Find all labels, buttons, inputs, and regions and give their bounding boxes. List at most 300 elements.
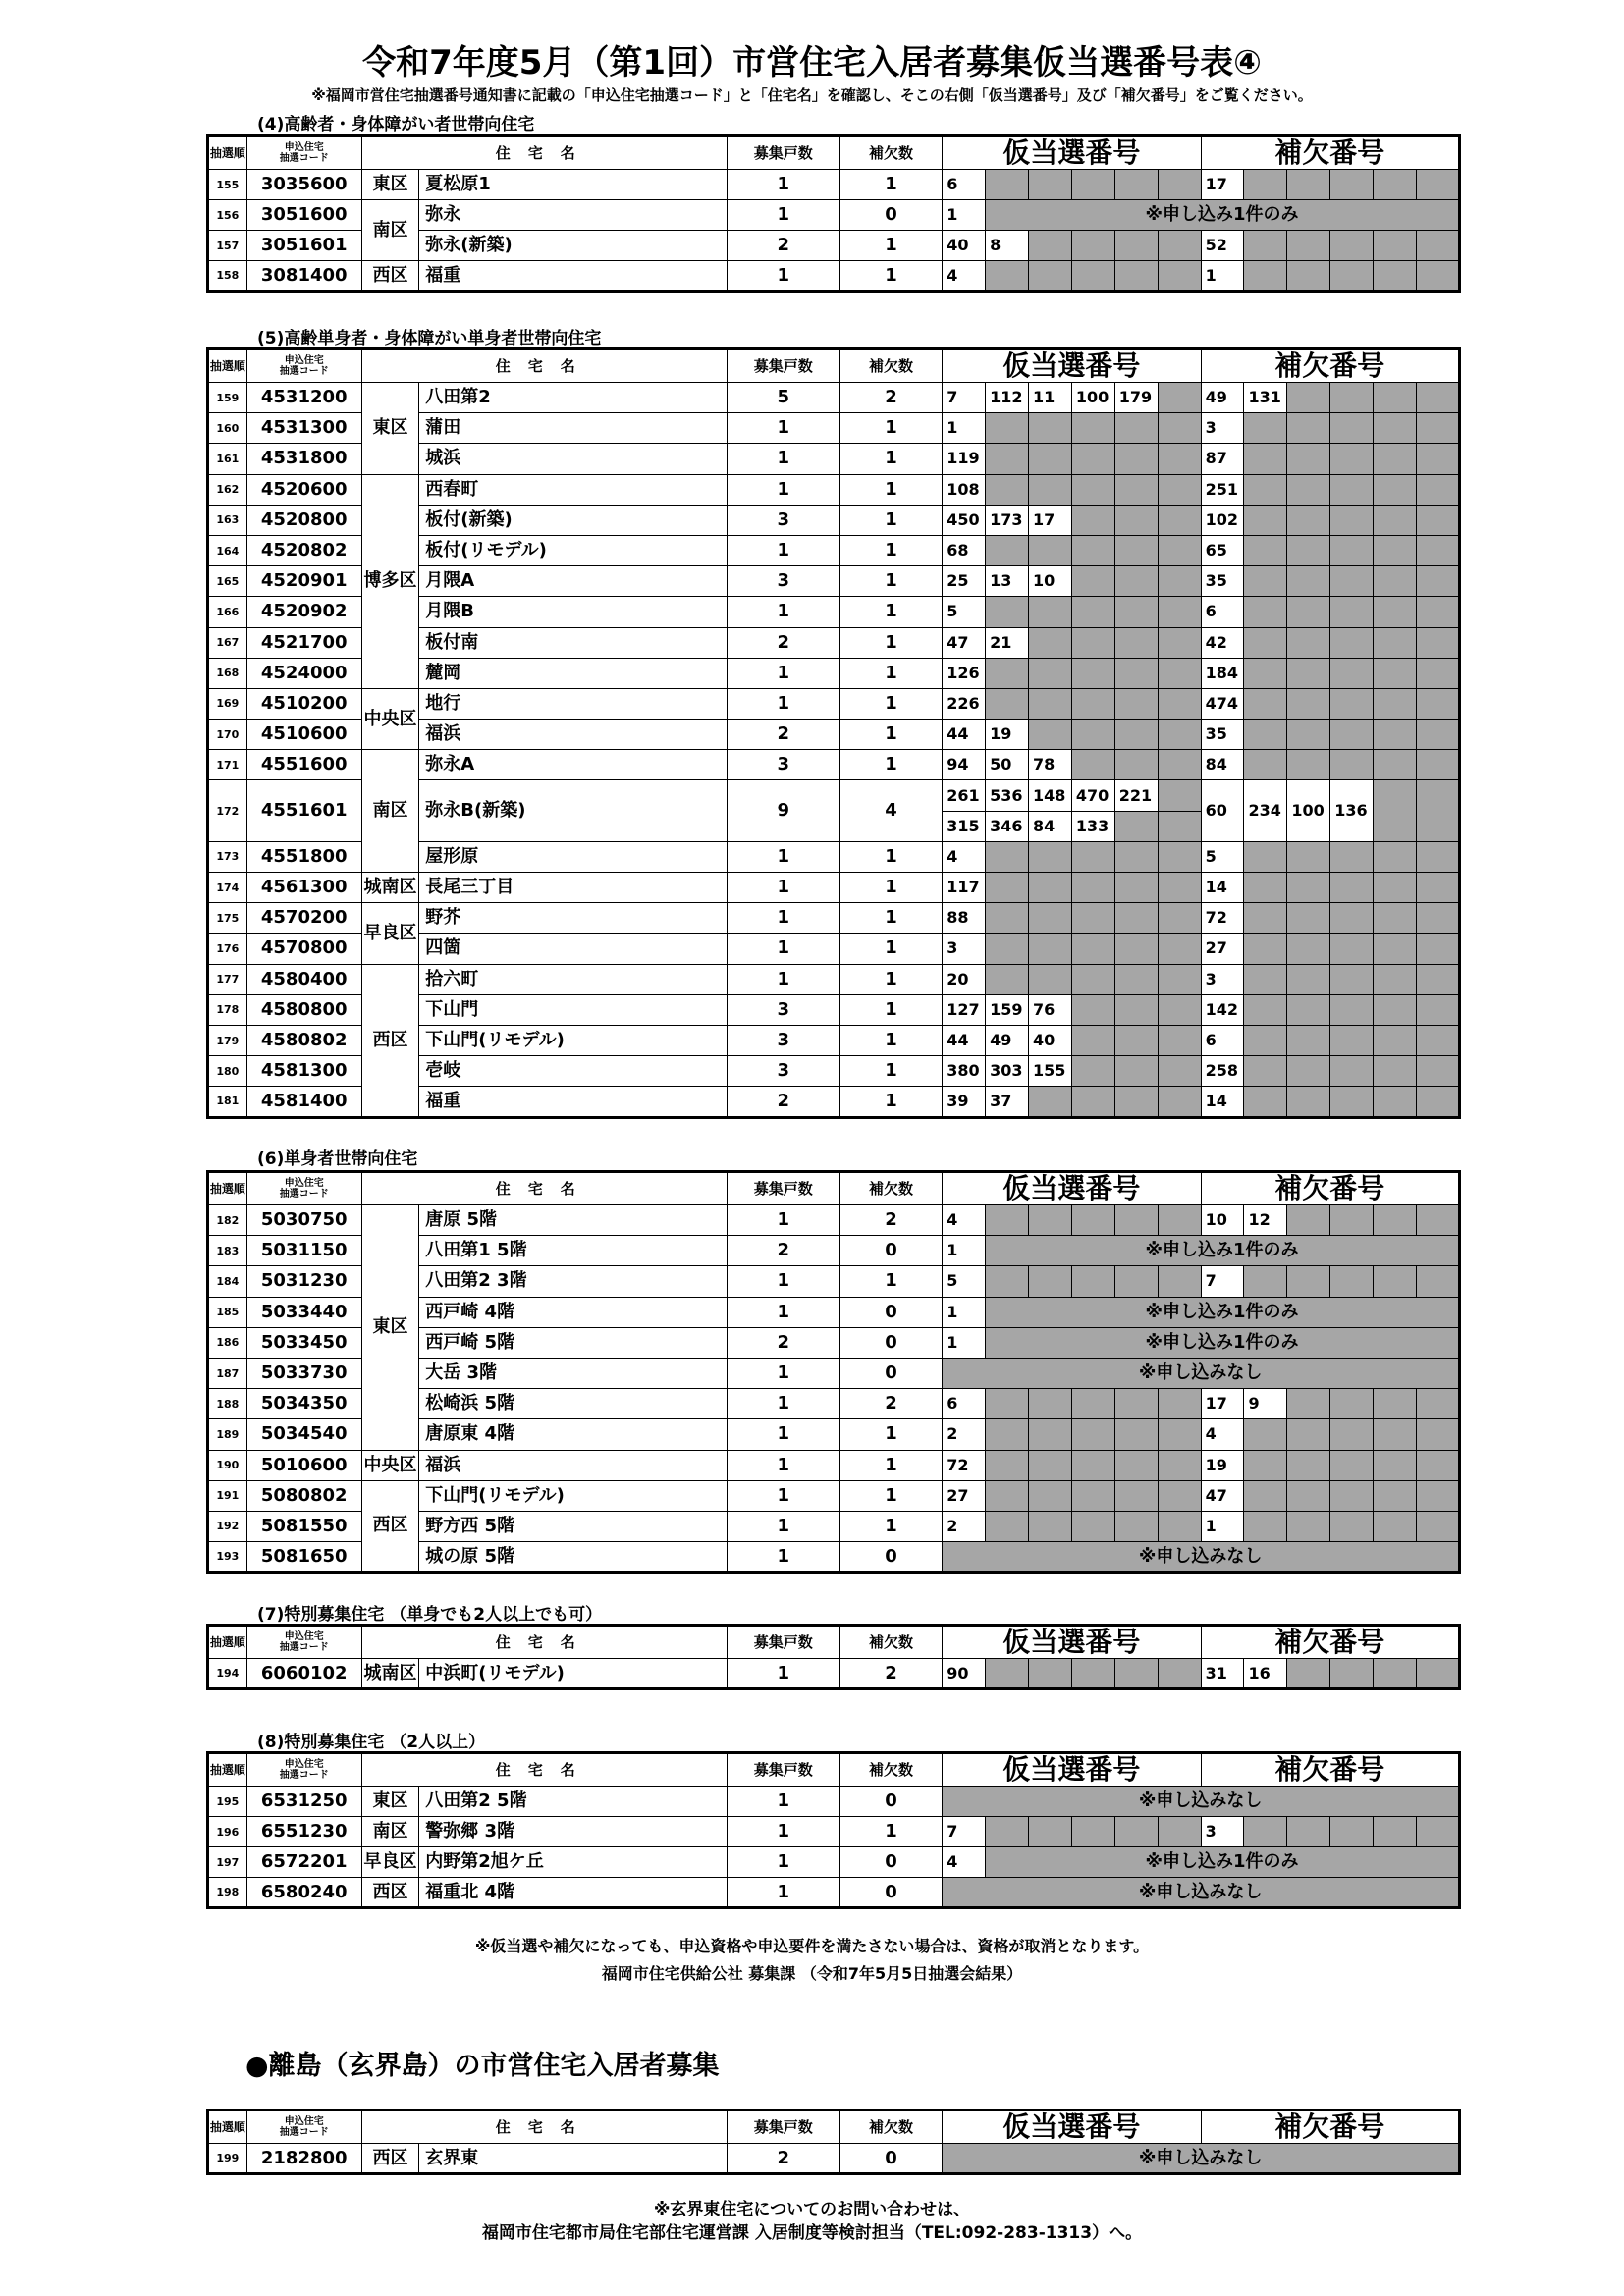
empty-cell: [1374, 780, 1417, 841]
lottery-code-cell: 4524000: [246, 658, 361, 688]
backup-number: 142: [1201, 994, 1244, 1025]
housing-name-cell: 板付(リモデル): [419, 535, 728, 565]
draw-order-cell: 197: [208, 1847, 247, 1878]
lottery-code-cell: 5080802: [246, 1480, 361, 1511]
lottery-code-cell: 4570800: [246, 934, 361, 964]
empty-cell: [1244, 597, 1287, 627]
substitutes-cell: 0: [839, 1297, 943, 1327]
housing-name-cell: 警弥郷 3階: [419, 1817, 728, 1847]
units-cell: 1: [727, 1787, 839, 1817]
empty-cell: [1071, 627, 1114, 658]
empty-cell: [1114, 750, 1158, 780]
header-housing-name: 住宅名: [361, 349, 727, 383]
substitutes-cell: 1: [839, 597, 943, 627]
empty-cell: [986, 1419, 1029, 1450]
empty-cell: [1114, 444, 1158, 474]
empty-cell: [1330, 1389, 1374, 1419]
empty-cell: [986, 1205, 1029, 1236]
units-cell: 1: [727, 170, 839, 200]
housing-name-cell: 八田第2 5階: [419, 1787, 728, 1817]
no-applicants-note: ※申し込みなし: [943, 1358, 1460, 1388]
empty-cell: [1417, 627, 1460, 658]
empty-cell: [1374, 903, 1417, 934]
empty-cell: [1114, 688, 1158, 719]
tentative-number: 7: [943, 383, 986, 413]
table-row: [208, 1480, 1460, 1511]
disqualification-note: ※仮当選や補欠になっても、申込資格や申込要件を満たさない場合は、資格が取消となります。: [474, 1937, 1150, 1955]
draw-order-cell: 183: [208, 1236, 247, 1266]
ward-cell: 城南区: [361, 873, 419, 903]
units-cell: 1: [727, 597, 839, 627]
lottery-code-cell: 6531250: [246, 1787, 361, 1817]
lottery-code-cell: 5010600: [246, 1450, 361, 1480]
empty-cell: [1158, 170, 1201, 200]
housing-name-cell: 福浜: [419, 1450, 728, 1480]
empty-cell: [1158, 1205, 1201, 1236]
housing-name-cell: 西春町: [419, 474, 728, 505]
empty-cell: [1244, 688, 1287, 719]
empty-cell: [1114, 1817, 1158, 1847]
ward-cell: 中央区: [361, 688, 419, 749]
draw-order-cell: 190: [208, 1450, 247, 1480]
header-units: 募集戸数: [727, 2110, 839, 2144]
header-code: 申込住宅 抽選コード: [246, 1626, 361, 1659]
header-substitutes: 補欠数: [839, 136, 943, 170]
empty-cell: [1417, 413, 1460, 444]
instruction-note: ※福岡市営住宅抽選番号通知書に記載の「申込住宅抽選コード」と「住宅名」を確認し、そこの右側「仮当選番号」及び「補欠番号」をご覧ください。: [311, 86, 1313, 104]
header-backup-numbers: 補欠番号: [1201, 349, 1459, 383]
ward-cell: 西区: [361, 1878, 419, 1908]
substitutes-cell: 0: [839, 1236, 943, 1266]
empty-cell: [1114, 505, 1158, 535]
no-applicants-note: ※申し込みなし: [943, 1542, 1460, 1573]
empty-cell: [1114, 964, 1158, 994]
empty-cell: [986, 597, 1029, 627]
table-row: [208, 474, 1460, 505]
empty-cell: [1244, 170, 1287, 200]
lottery-code-cell: 3035600: [246, 170, 361, 200]
backup-number: 3: [1201, 964, 1244, 994]
empty-cell: [1158, 627, 1201, 658]
backup-number: 35: [1201, 566, 1244, 597]
empty-cell: [1374, 1205, 1417, 1236]
units-cell: 2: [727, 720, 839, 750]
housing-name-cell: 野芥: [419, 903, 728, 934]
table-row: [208, 170, 1460, 200]
empty-cell: [1071, 964, 1114, 994]
empty-cell: [1374, 688, 1417, 719]
backup-number: 42: [1201, 627, 1244, 658]
substitutes-cell: 1: [839, 841, 943, 872]
tentative-number: 8: [986, 231, 1029, 261]
table-row: [208, 1787, 1460, 1817]
backup-number: 6: [1201, 1025, 1244, 1055]
header-draw-order: 抽選順: [208, 1172, 247, 1205]
ward-cell: 南区: [361, 200, 419, 261]
units-cell: 2: [727, 231, 839, 261]
housing-name-cell: 城浜: [419, 444, 728, 474]
empty-cell: [1029, 1817, 1072, 1847]
empty-cell: [1244, 261, 1287, 292]
empty-cell: [1374, 383, 1417, 413]
tentative-number: 84: [1029, 811, 1072, 841]
header-housing-name: 住宅名: [361, 1753, 727, 1787]
substitutes-cell: 1: [839, 903, 943, 934]
empty-cell: [1287, 566, 1330, 597]
units-cell: 2: [727, 2144, 839, 2174]
draw-order-cell: 163: [208, 505, 247, 535]
empty-cell: [1287, 597, 1330, 627]
substitutes-cell: 1: [839, 964, 943, 994]
empty-cell: [1374, 1087, 1417, 1117]
empty-cell: [1158, 903, 1201, 934]
tentative-number: 5: [943, 1266, 986, 1297]
tentative-number: 20: [943, 964, 986, 994]
table-row: [208, 903, 1460, 934]
substitutes-cell: 0: [839, 1542, 943, 1573]
empty-cell: [1287, 1205, 1330, 1236]
housing-name-cell: 弥永B(新築): [419, 780, 728, 841]
units-cell: 3: [727, 1025, 839, 1055]
empty-cell: [1071, 597, 1114, 627]
empty-cell: [1374, 261, 1417, 292]
tentative-number: 2: [943, 1419, 986, 1450]
empty-cell: [1244, 505, 1287, 535]
empty-cell: [1330, 1450, 1374, 1480]
draw-order-cell: 165: [208, 566, 247, 597]
empty-cell: [1374, 873, 1417, 903]
housing-name-cell: 地行: [419, 688, 728, 719]
draw-order-cell: 173: [208, 841, 247, 872]
tentative-number: 155: [1029, 1056, 1072, 1087]
empty-cell: [1287, 1659, 1330, 1689]
empty-cell: [1029, 1266, 1072, 1297]
empty-cell: [1114, 1511, 1158, 1541]
tentative-number: 47: [943, 627, 986, 658]
draw-order-cell: 161: [208, 444, 247, 474]
empty-cell: [1417, 566, 1460, 597]
substitutes-cell: 2: [839, 383, 943, 413]
housing-name-cell: 下山門: [419, 994, 728, 1025]
draw-order-cell: 199: [208, 2144, 247, 2174]
lottery-code-cell: 3081400: [246, 261, 361, 292]
empty-cell: [1287, 841, 1330, 872]
empty-cell: [1029, 1659, 1072, 1689]
backup-number: 3: [1201, 413, 1244, 444]
table-row: [208, 873, 1460, 903]
housing-name-cell: 蒲田: [419, 413, 728, 444]
empty-cell: [1244, 413, 1287, 444]
backup-number: 31: [1201, 1659, 1244, 1689]
housing-name-cell: 月隈B: [419, 597, 728, 627]
housing-name-cell: 唐原東 4階: [419, 1419, 728, 1450]
tentative-number: 536: [986, 780, 1029, 811]
backup-number: 9: [1244, 1389, 1287, 1419]
draw-order-cell: 194: [208, 1659, 247, 1689]
substitutes-cell: 1: [839, 535, 943, 565]
substitutes-cell: 1: [839, 720, 943, 750]
tentative-number: 303: [986, 1056, 1029, 1087]
ward-cell: 南区: [361, 1817, 419, 1847]
draw-order-cell: 157: [208, 231, 247, 261]
housing-name-cell: 下山門(リモデル): [419, 1025, 728, 1055]
table-row: [208, 383, 1460, 413]
substitutes-cell: 1: [839, 1450, 943, 1480]
backup-number: 16: [1244, 1659, 1287, 1689]
ward-cell: 中央区: [361, 1450, 419, 1480]
housing-name-cell: 福浜: [419, 720, 728, 750]
tentative-number: 127: [943, 994, 986, 1025]
tentative-number: 50: [986, 750, 1029, 780]
section-caption: (5)高齢単身者・身体障がい単身者世帯向住宅: [257, 329, 602, 348]
empty-cell: [1374, 934, 1417, 964]
lottery-code-cell: 4581400: [246, 1087, 361, 1117]
tentative-number: 2: [943, 1511, 986, 1541]
table-row: [208, 964, 1460, 994]
tentative-number: 78: [1029, 750, 1072, 780]
backup-number: 27: [1201, 934, 1244, 964]
empty-cell: [1158, 1450, 1201, 1480]
lottery-code-cell: 5033730: [246, 1358, 361, 1388]
housing-name-cell: 夏松原1: [419, 170, 728, 200]
empty-cell: [1071, 688, 1114, 719]
empty-cell: [1029, 170, 1072, 200]
empty-cell: [1029, 903, 1072, 934]
lottery-code-cell: 5031150: [246, 1236, 361, 1266]
header-housing-name: 住宅名: [361, 2110, 727, 2144]
empty-cell: [1158, 444, 1201, 474]
lottery-code-cell: 5033440: [246, 1297, 361, 1327]
tentative-number: 49: [986, 1025, 1029, 1055]
empty-cell: [1330, 597, 1374, 627]
lottery-code-cell: 4510600: [246, 720, 361, 750]
empty-cell: [1071, 505, 1114, 535]
empty-cell: [1071, 1266, 1114, 1297]
empty-cell: [1029, 841, 1072, 872]
empty-cell: [1330, 535, 1374, 565]
empty-cell: [1158, 1056, 1201, 1087]
backup-number: 87: [1201, 444, 1244, 474]
empty-cell: [1158, 720, 1201, 750]
backup-number: 3: [1201, 1817, 1244, 1847]
housing-name-cell: 板付南: [419, 627, 728, 658]
section-caption: (4)高齢者・身体障がい者世帯向住宅: [257, 115, 535, 134]
table-row: [208, 2144, 1460, 2174]
empty-cell: [1287, 1389, 1330, 1419]
empty-cell: [986, 934, 1029, 964]
empty-cell: [1114, 1659, 1158, 1689]
empty-cell: [1029, 474, 1072, 505]
empty-cell: [1114, 903, 1158, 934]
backup-number: 84: [1201, 750, 1244, 780]
empty-cell: [1417, 1817, 1460, 1847]
tentative-number: 27: [943, 1480, 986, 1511]
header-backup-numbers: 補欠番号: [1201, 136, 1459, 170]
backup-number: 6: [1201, 597, 1244, 627]
empty-cell: [1029, 964, 1072, 994]
empty-cell: [1330, 903, 1374, 934]
empty-cell: [1071, 1511, 1114, 1541]
empty-cell: [986, 1266, 1029, 1297]
empty-cell: [1374, 505, 1417, 535]
units-cell: 1: [727, 1297, 839, 1327]
backup-number: 234: [1244, 780, 1287, 841]
empty-cell: [1374, 413, 1417, 444]
empty-cell: [1244, 1817, 1287, 1847]
units-cell: 1: [727, 1419, 839, 1450]
lottery-table: [206, 1170, 1461, 1574]
tentative-number: 221: [1114, 780, 1158, 811]
backup-number: 251: [1201, 474, 1244, 505]
housing-name-cell: 西戸崎 5階: [419, 1327, 728, 1358]
empty-cell: [1287, 994, 1330, 1025]
substitutes-cell: 1: [839, 474, 943, 505]
draw-order-cell: 160: [208, 413, 247, 444]
header-code: 申込住宅 抽選コード: [246, 349, 361, 383]
lottery-code-cell: 5031230: [246, 1266, 361, 1297]
units-cell: 1: [727, 444, 839, 474]
substitutes-cell: 1: [839, 1266, 943, 1297]
units-cell: 3: [727, 994, 839, 1025]
tentative-number: 19: [986, 720, 1029, 750]
lottery-table: [206, 1624, 1461, 1690]
tentative-number: 44: [943, 720, 986, 750]
header-backup-numbers: 補欠番号: [1201, 1172, 1459, 1205]
tentative-number: 94: [943, 750, 986, 780]
empty-cell: [1114, 261, 1158, 292]
empty-cell: [1287, 964, 1330, 994]
empty-cell: [1330, 261, 1374, 292]
empty-cell: [1158, 1266, 1201, 1297]
housing-name-cell: 八田第1 5階: [419, 1236, 728, 1266]
empty-cell: [1029, 934, 1072, 964]
tentative-number: 450: [943, 505, 986, 535]
empty-cell: [1417, 1480, 1460, 1511]
empty-cell: [1287, 1087, 1330, 1117]
empty-cell: [1417, 231, 1460, 261]
empty-cell: [1071, 1389, 1114, 1419]
tentative-number: 21: [986, 627, 1029, 658]
lottery-code-cell: 5033450: [246, 1327, 361, 1358]
empty-cell: [1417, 720, 1460, 750]
empty-cell: [1114, 1205, 1158, 1236]
units-cell: 1: [727, 1205, 839, 1236]
empty-cell: [1287, 903, 1330, 934]
lottery-code-cell: 2182800: [246, 2144, 361, 2174]
empty-cell: [1114, 934, 1158, 964]
lottery-code-cell: 4551800: [246, 841, 361, 872]
units-cell: 1: [727, 1659, 839, 1689]
empty-cell: [1158, 597, 1201, 627]
single-applicant-note: ※申し込み1件のみ: [986, 200, 1460, 231]
empty-cell: [1417, 994, 1460, 1025]
substitutes-cell: 0: [839, 200, 943, 231]
substitutes-cell: 1: [839, 1025, 943, 1055]
lottery-code-cell: 4520901: [246, 566, 361, 597]
units-cell: 3: [727, 1056, 839, 1087]
draw-order-cell: 155: [208, 170, 247, 200]
contact-note-1: ※玄界東住宅についてのお問い合わせは、: [653, 2200, 971, 2219]
empty-cell: [1158, 505, 1201, 535]
empty-cell: [1330, 1266, 1374, 1297]
lottery-code-cell: 4520800: [246, 505, 361, 535]
lottery-table: [206, 1751, 1461, 1909]
empty-cell: [1071, 261, 1114, 292]
empty-cell: [1071, 873, 1114, 903]
empty-cell: [1244, 1511, 1287, 1541]
backup-number: 19: [1201, 1450, 1244, 1480]
empty-cell: [1114, 1450, 1158, 1480]
tentative-number: 1: [943, 1236, 986, 1266]
substitutes-cell: 1: [839, 658, 943, 688]
table-row: [208, 200, 1460, 231]
empty-cell: [1287, 627, 1330, 658]
substitutes-cell: 2: [839, 1205, 943, 1236]
units-cell: 1: [727, 658, 839, 688]
substitutes-cell: 0: [839, 1787, 943, 1817]
empty-cell: [1330, 627, 1374, 658]
empty-cell: [1071, 934, 1114, 964]
tentative-number: 100: [1071, 383, 1114, 413]
lottery-code-cell: 4561300: [246, 873, 361, 903]
empty-cell: [1287, 658, 1330, 688]
tentative-number: 133: [1071, 811, 1114, 841]
units-cell: 1: [727, 934, 839, 964]
substitutes-cell: 1: [839, 688, 943, 719]
empty-cell: [1287, 1450, 1330, 1480]
tentative-number: 1: [943, 1327, 986, 1358]
empty-cell: [1029, 413, 1072, 444]
ward-cell: 早良区: [361, 1847, 419, 1878]
empty-cell: [1029, 261, 1072, 292]
empty-cell: [1029, 688, 1072, 719]
backup-number: 47: [1201, 1480, 1244, 1511]
draw-order-cell: 186: [208, 1327, 247, 1358]
empty-cell: [1417, 474, 1460, 505]
empty-cell: [986, 964, 1029, 994]
tentative-number: 261: [943, 780, 986, 811]
empty-cell: [1330, 1511, 1374, 1541]
housing-name-cell: 城の原 5階: [419, 1542, 728, 1573]
tentative-number: 159: [986, 994, 1029, 1025]
backup-number: 1: [1201, 1511, 1244, 1541]
empty-cell: [1287, 535, 1330, 565]
draw-order-cell: 168: [208, 658, 247, 688]
ward-cell: 博多区: [361, 474, 419, 688]
housing-name-cell: 屋形原: [419, 841, 728, 872]
units-cell: 1: [727, 1389, 839, 1419]
lottery-code-cell: 4570200: [246, 903, 361, 934]
empty-cell: [1330, 1056, 1374, 1087]
backup-number: 474: [1201, 688, 1244, 719]
empty-cell: [1158, 780, 1201, 811]
tentative-number: 40: [943, 231, 986, 261]
empty-cell: [986, 413, 1029, 444]
backup-number: 184: [1201, 658, 1244, 688]
empty-cell: [1244, 1450, 1287, 1480]
empty-cell: [986, 688, 1029, 719]
housing-name-cell: 四箇: [419, 934, 728, 964]
header-substitutes: 補欠数: [839, 1626, 943, 1659]
housing-name-cell: 壱岐: [419, 1056, 728, 1087]
substitutes-cell: 2: [839, 1389, 943, 1419]
empty-cell: [1287, 1266, 1330, 1297]
empty-cell: [1029, 627, 1072, 658]
empty-cell: [1114, 627, 1158, 658]
tentative-number: 88: [943, 903, 986, 934]
empty-cell: [1158, 994, 1201, 1025]
empty-cell: [1417, 1419, 1460, 1450]
